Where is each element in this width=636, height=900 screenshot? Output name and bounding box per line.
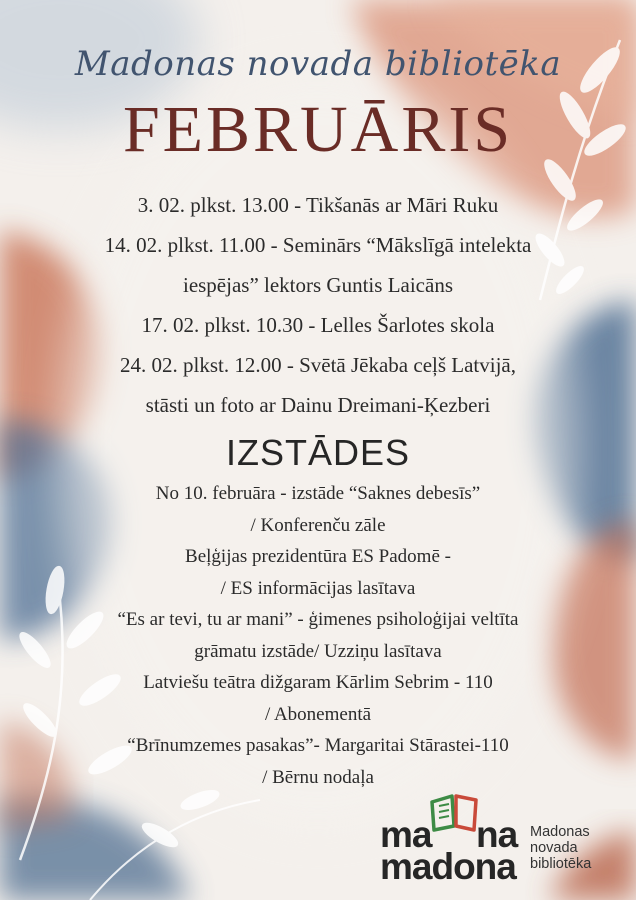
events-list xyxy=(0,190,636,430)
exhibition-line: “Es ar tevi, tu ar mani” - ģimenes psiholoģijai veltīta xyxy=(117,609,519,630)
exhibition-line: Beļģijas prezidentūra ES Padomē - xyxy=(185,546,451,567)
exhibition-line: / Konferenču zāle xyxy=(250,514,386,536)
logo-word-na: na xyxy=(476,814,518,855)
exhibition-line: No 10. februāra - izstāde “Saknes debesīs” xyxy=(155,483,481,504)
event-line: iespējas” lektors Guntis Laicāns xyxy=(182,273,453,297)
event-line: 3. 02. plkst. 13.00 - Tikšanās ar Māri Ruku xyxy=(137,193,499,217)
exhibition-line: / ES informācijas lasītava xyxy=(220,577,416,599)
library-name-subtitle: Madonas novada bibliotēka xyxy=(74,44,562,84)
logo-caption-line: novada xyxy=(530,840,578,856)
logo-word-ma: ma xyxy=(380,814,432,855)
exhibitions-list xyxy=(0,480,636,795)
month-title: FEBRUĀRIS xyxy=(122,93,514,166)
event-line: 24. 02. plkst. 12.00 - Svētā Jēkaba ceļš Latvijā, xyxy=(120,353,516,377)
open-book-icon xyxy=(426,792,482,834)
exhibition-line: “Brīnumzemes pasakas”- Margaritai Stārastei-110 xyxy=(127,735,509,756)
event-line: 14. 02. plkst. 11.00 - Seminārs “Mākslīgā intelekta xyxy=(104,233,532,257)
exhibition-line: / Abonementā xyxy=(264,703,372,725)
logo-caption-line: bibliotēka xyxy=(530,856,592,872)
exhibition-line: grāmatu izstāde/ Uzziņu lasītava xyxy=(194,640,442,662)
logo-word-madona: madona xyxy=(380,846,516,887)
event-line: 17. 02. plkst. 10.30 - Lelles Šarlotes skola xyxy=(141,313,495,337)
exhibitions-heading: IZSTĀDES xyxy=(225,432,411,473)
logo-caption-line: Madonas xyxy=(530,824,590,840)
exhibition-line: Latviešu teātra dižgaram Kārlim Sebrim - 110 xyxy=(143,672,493,693)
library-logo xyxy=(380,790,630,890)
exhibition-line: / Bērnu nodaļa xyxy=(262,766,374,788)
logo-caption xyxy=(530,824,591,872)
event-line: stāsti un foto ar Dainu Dreimani-Ķezberi xyxy=(145,393,491,417)
